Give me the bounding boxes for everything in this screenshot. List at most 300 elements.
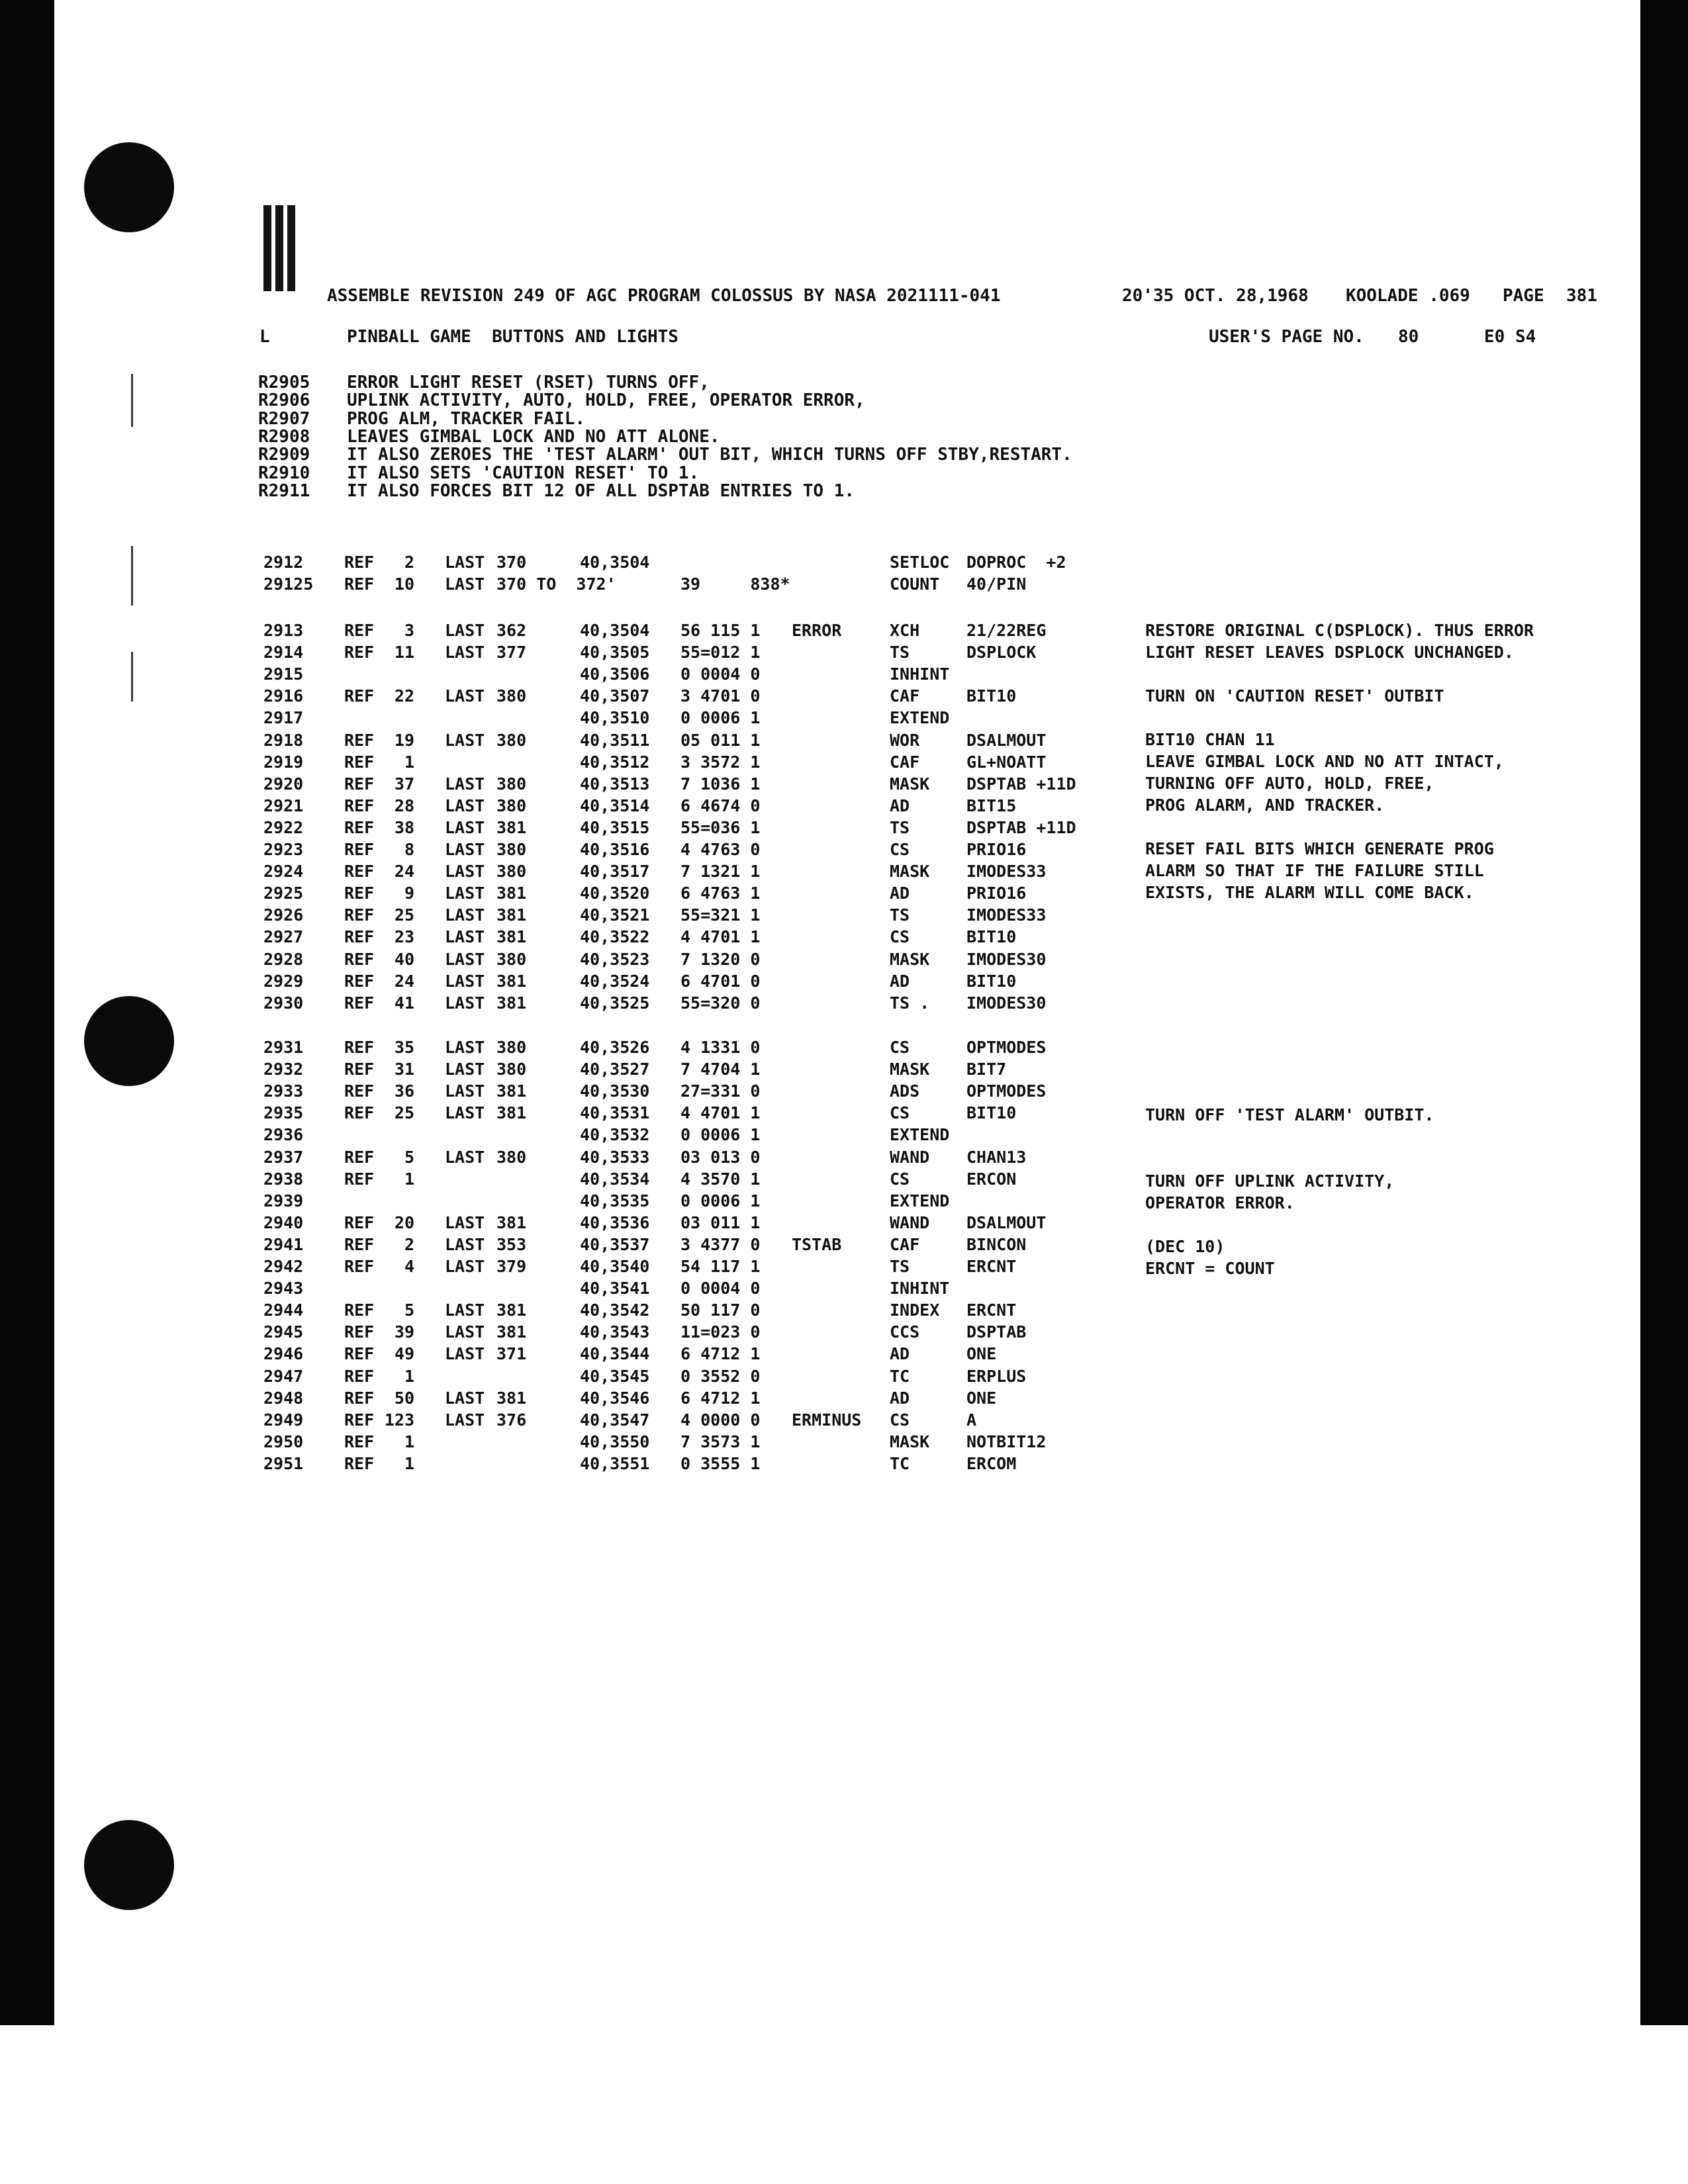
opcode: CAF	[890, 1234, 920, 1254]
comment: RESTORE ORIGINAL C(DSPLOCK). THUS ERROR	[1145, 621, 1534, 640]
ref-keyword: REF	[344, 949, 375, 969]
last-keyword: LAST	[445, 1257, 485, 1276]
last-value: 380	[496, 1060, 527, 1079]
address: 40,3527	[580, 1060, 650, 1079]
octal-code: 7 1320 0	[680, 949, 761, 969]
symbol-label: ERROR	[792, 621, 842, 640]
section-title: PINBALL GAME BUTTONS AND LIGHTS	[347, 327, 679, 347]
ref-count: 2	[404, 1234, 414, 1254]
ref-keyword: REF	[344, 796, 375, 815]
last-value: 353	[496, 1234, 527, 1254]
line-number: 2943	[263, 1279, 304, 1298]
section-code: E0 S4	[1484, 327, 1536, 347]
ref-count: 5	[404, 1300, 414, 1320]
address: 40,3546	[580, 1388, 650, 1408]
operand: BIT10	[966, 686, 1017, 706]
address: 40,3536	[580, 1212, 650, 1232]
comment: TURN OFF 'TEST ALARM' OUTBIT.	[1145, 1105, 1434, 1124]
octal-code: 55=321 1	[680, 905, 761, 925]
address: 40,3512	[580, 752, 650, 772]
ref-keyword: REF	[344, 1103, 375, 1123]
ref-count: 20	[394, 1212, 414, 1232]
octal-code: 0 0004 0	[680, 1279, 761, 1298]
last-value: 380	[496, 862, 527, 882]
line-number: 2931	[263, 1038, 304, 1057]
operand: DSPTAB	[966, 1322, 1027, 1342]
line-number: 2936	[263, 1125, 304, 1145]
ref-count: 9	[404, 884, 414, 903]
last-keyword: LAST	[445, 643, 485, 662]
koolade-version: KOOLADE .069	[1346, 286, 1470, 306]
line-number: 2927	[263, 927, 304, 947]
address: 40,3520	[580, 884, 650, 903]
last-keyword: LAST	[445, 949, 485, 969]
comment: LIGHT RESET LEAVES DSPLOCK UNCHANGED.	[1145, 643, 1514, 662]
line-number: 2940	[263, 1212, 304, 1232]
line-number: 2942	[263, 1257, 304, 1276]
ref-keyword: REF	[344, 1147, 375, 1167]
last-keyword: LAST	[445, 862, 485, 882]
ref-keyword: REF	[344, 621, 375, 640]
address: 40,3522	[580, 927, 650, 947]
octal-code: 6 4712 1	[680, 1388, 761, 1408]
octal-code: 0 0004 0	[680, 664, 761, 684]
last-keyword: LAST	[445, 884, 485, 903]
octal-code: 4 4701 1	[680, 1103, 761, 1123]
last-keyword: LAST	[445, 796, 485, 815]
octal-code: 55=012 1	[680, 643, 761, 662]
line-number: 2946	[263, 1344, 304, 1364]
octal-code: 6 4701 0	[680, 971, 761, 991]
address: 40,3530	[580, 1081, 650, 1101]
ref-count: 11	[394, 643, 414, 662]
line-number: 29125	[263, 574, 314, 594]
operand: BIT7	[966, 1060, 1007, 1079]
octal-code: 3 4377 0	[680, 1234, 761, 1254]
remark-line-id: R2905	[258, 373, 310, 392]
opcode: AD	[890, 796, 910, 815]
ref-keyword: REF	[344, 927, 375, 947]
opcode: TC	[890, 1366, 910, 1386]
page-label: PAGE	[1503, 286, 1544, 306]
opcode: MASK	[890, 949, 930, 969]
margin-mark	[131, 652, 133, 702]
last-value: 380	[496, 1038, 527, 1057]
remark-text: IT ALSO ZEROES THE 'TEST ALARM' OUT BIT, WHICH TURNS OFF STBY,RESTART.	[347, 445, 1072, 465]
last-keyword: LAST	[445, 574, 485, 594]
operand: A	[966, 1410, 977, 1430]
line-number: 2916	[263, 686, 304, 706]
line-number: 2920	[263, 774, 304, 794]
octal-code: 0 0006 1	[680, 708, 761, 728]
octal-code: 4 3570 1	[680, 1169, 761, 1189]
address: 40,3510	[580, 708, 650, 728]
last-value: 370	[496, 553, 527, 572]
last-value: 381	[496, 1081, 527, 1101]
ref-count: 39	[394, 1322, 414, 1342]
line-number: 2945	[263, 1322, 304, 1342]
octal-code: 7 1036 1	[680, 774, 761, 794]
ref-count: 25	[394, 905, 414, 925]
ref-count: 25	[394, 1103, 414, 1123]
opcode: INHINT	[890, 1279, 950, 1298]
line-number: 2930	[263, 993, 304, 1013]
ref-keyword: REF	[344, 1388, 375, 1408]
ref-count: 1	[404, 1169, 414, 1189]
comment: PROG ALARM, AND TRACKER.	[1145, 796, 1385, 815]
ref-count: 35	[394, 1038, 414, 1057]
ref-count: 31	[394, 1060, 414, 1079]
opcode: AD	[890, 1344, 910, 1364]
octal-code: 0 3555 1	[680, 1453, 761, 1473]
line-number: 2918	[263, 730, 304, 750]
octal-code: 4 4763 0	[680, 840, 761, 859]
octal-code: 7 3573 1	[680, 1432, 761, 1451]
octal-code: 0 0006 1	[680, 1191, 761, 1210]
opcode: TC	[890, 1453, 910, 1473]
last-keyword: LAST	[445, 1300, 485, 1320]
opcode: EXTEND	[890, 708, 950, 728]
line-number: 2932	[263, 1060, 304, 1079]
remark-line-id: R2909	[258, 445, 310, 465]
opcode: CCS	[890, 1322, 920, 1342]
operand: BIT10	[966, 1103, 1017, 1123]
opcode: INHINT	[890, 664, 950, 684]
address: 40,3541	[580, 1279, 650, 1298]
octal-code: 7 1321 1	[680, 862, 761, 882]
opcode: WOR	[890, 730, 920, 750]
operand: BIT10	[966, 927, 1017, 947]
ref-keyword: REF	[344, 1453, 375, 1473]
users-page-number: 80	[1398, 327, 1419, 347]
ref-keyword: REF	[344, 643, 375, 662]
opcode: CAF	[890, 686, 920, 706]
ref-keyword: REF	[344, 774, 375, 794]
remark-line-id: R2907	[258, 408, 310, 429]
address: 40,3551	[580, 1453, 650, 1473]
last-keyword: LAST	[445, 730, 485, 750]
line-number: 2941	[263, 1234, 304, 1254]
ref-keyword: REF	[344, 1257, 375, 1276]
address: 40,3524	[580, 971, 650, 991]
line-number: 2949	[263, 1410, 304, 1430]
opcode: AD	[890, 884, 910, 903]
octal-code: 03 013 0	[680, 1147, 761, 1167]
address: 40,3504	[580, 553, 650, 572]
opcode: MASK	[890, 1060, 930, 1079]
last-value: 380	[496, 1147, 527, 1167]
ref-count: 2	[404, 553, 414, 572]
last-value: 376	[496, 1410, 527, 1430]
opcode: COUNT	[890, 574, 940, 594]
assembly-timestamp: 20'35 OCT. 28,1968	[1122, 286, 1309, 306]
ref-count: 4	[404, 1257, 414, 1276]
remark-line-id: R2910	[258, 463, 310, 483]
last-value: 380	[496, 840, 527, 859]
remark-text: PROG ALM, TRACKER FAIL.	[347, 408, 586, 429]
opcode: TS	[890, 1257, 910, 1276]
operand: BINCON	[966, 1234, 1027, 1254]
octal-code: 0 0006 1	[680, 1125, 761, 1145]
ref-count: 49	[394, 1344, 414, 1364]
line-number: 2924	[263, 862, 304, 882]
remark-text: IT ALSO FORCES BIT 12 OF ALL DSPTAB ENTRIES TO 1.	[347, 480, 855, 501]
last-value: 381	[496, 1103, 527, 1123]
address: 40,3506	[580, 664, 650, 684]
ref-keyword: REF	[344, 1212, 375, 1232]
ref-keyword: REF	[344, 905, 375, 925]
last-value: 381	[496, 817, 527, 837]
address: 40,3542	[580, 1300, 650, 1320]
line-number: 2919	[263, 752, 304, 772]
ref-count: 10	[394, 574, 414, 594]
operand: DSALMOUT	[966, 730, 1047, 750]
comment: TURN ON 'CAUTION RESET' OUTBIT	[1145, 686, 1444, 705]
address: 40,3545	[580, 1366, 650, 1386]
comment: BIT10 CHAN 11	[1145, 730, 1275, 749]
ref-keyword: REF	[344, 862, 375, 882]
opcode: MASK	[890, 1432, 930, 1451]
operand: ONE	[966, 1388, 997, 1408]
operand: ERCOM	[966, 1453, 1017, 1473]
line-number: 2950	[263, 1432, 304, 1451]
ref-keyword: REF	[344, 686, 375, 706]
last-keyword: LAST	[445, 1103, 485, 1123]
operand: PRIO16	[966, 840, 1027, 859]
line-number: 2912	[263, 553, 304, 572]
octal-code: 56 115 1	[680, 621, 761, 640]
scan-edge-right	[1640, 0, 1688, 2025]
operand: IMODES33	[966, 905, 1047, 925]
opcode: TS .	[890, 993, 930, 1013]
operand: DSPTAB +11D	[966, 817, 1076, 837]
ref-keyword: REF	[344, 1234, 375, 1254]
last-value: 381	[496, 1322, 527, 1342]
ref-keyword: REF	[344, 553, 375, 572]
last-value: 380	[496, 686, 527, 706]
line-number: 2948	[263, 1388, 304, 1408]
line-number: 2951	[263, 1453, 304, 1473]
line-number: 2929	[263, 971, 304, 991]
last-keyword: LAST	[445, 927, 485, 947]
remark-line-id: R2906	[258, 390, 310, 411]
assembly-title: ASSEMBLE REVISION 249 OF AGC PROGRAM COLOSSUS BY NASA 2021111-041	[327, 286, 1001, 306]
last-value: 380	[496, 730, 527, 750]
ref-keyword: REF	[344, 817, 375, 837]
operand: IMODES33	[966, 862, 1047, 882]
ref-count: 3	[404, 621, 414, 640]
comment: ERCNT = COUNT	[1145, 1259, 1275, 1278]
opcode: EXTEND	[890, 1125, 950, 1145]
octal-code: 4 1331 0	[680, 1038, 761, 1057]
opcode: CS	[890, 840, 910, 859]
ref-keyword: REF	[344, 840, 375, 859]
opcode: CS	[890, 1410, 910, 1430]
opcode: CAF	[890, 752, 920, 772]
operand: DOPROC +2	[966, 553, 1066, 572]
last-keyword: LAST	[445, 686, 485, 706]
address: 40,3514	[580, 796, 650, 815]
ref-count: 41	[394, 993, 414, 1013]
ref-keyword: REF	[344, 1300, 375, 1320]
line-number: 2922	[263, 817, 304, 837]
margin-mark	[131, 546, 133, 606]
octal-code: 6 4763 1	[680, 884, 761, 903]
comment: OPERATOR ERROR.	[1145, 1193, 1295, 1212]
line-number: 2938	[263, 1169, 304, 1189]
line-number: 2937	[263, 1147, 304, 1167]
opcode: TS	[890, 643, 910, 662]
operand: DSPTAB +11D	[966, 774, 1076, 794]
operand: PRIO16	[966, 884, 1027, 903]
operand: IMODES30	[966, 993, 1047, 1013]
address: 40,3526	[580, 1038, 650, 1057]
octal-code: 27=331 0	[680, 1081, 761, 1101]
line-number: 2915	[263, 664, 304, 684]
ref-keyword: REF	[344, 884, 375, 903]
opcode: CS	[890, 1038, 910, 1057]
ref-count: 1	[404, 1453, 414, 1473]
comment: TURN OFF UPLINK ACTIVITY,	[1145, 1171, 1395, 1191]
last-keyword: LAST	[445, 621, 485, 640]
last-keyword: LAST	[445, 905, 485, 925]
comment: LEAVE GIMBAL LOCK AND NO ATT INTACT,	[1145, 752, 1504, 771]
last-value: 381	[496, 927, 527, 947]
opcode: WAND	[890, 1147, 930, 1167]
last-keyword: LAST	[445, 840, 485, 859]
opcode: TS	[890, 905, 910, 925]
users-page-label: USER'S PAGE NO.	[1209, 327, 1364, 347]
punch-hole-top	[84, 142, 174, 232]
line-number: 2935	[263, 1103, 304, 1123]
ref-count: 28	[394, 796, 414, 815]
ref-count: 40	[394, 949, 414, 969]
address: 40,3543	[580, 1322, 650, 1342]
line-number: 2914	[263, 643, 304, 662]
octal-code: 55=036 1	[680, 817, 761, 837]
address: 40,3505	[580, 643, 650, 662]
ref-keyword: REF	[344, 1060, 375, 1079]
operand: 40/PIN	[966, 574, 1027, 594]
operand: IMODES30	[966, 949, 1047, 969]
octal-code: 6 4674 0	[680, 796, 761, 815]
last-keyword: LAST	[445, 774, 485, 794]
address: 40,3513	[580, 774, 650, 794]
ref-keyword: REF	[344, 971, 375, 991]
octal-code: 3 4701 0	[680, 686, 761, 706]
ref-keyword: REF	[344, 1169, 375, 1189]
line-number: 2944	[263, 1300, 304, 1320]
ref-keyword: REF	[344, 993, 375, 1013]
last-keyword: LAST	[445, 1344, 485, 1364]
last-keyword: LAST	[445, 553, 485, 572]
ref-count: 23	[394, 927, 414, 947]
ref-keyword: REF	[344, 1344, 375, 1364]
last-value: 381	[496, 905, 527, 925]
operand: ERCNT	[966, 1257, 1017, 1276]
margin-mark	[131, 374, 133, 427]
last-value: 380	[496, 949, 527, 969]
ref-keyword: REF	[344, 730, 375, 750]
last-keyword: LAST	[445, 1147, 485, 1167]
line-number: 2928	[263, 949, 304, 969]
address: 40,3517	[580, 862, 650, 882]
last-value: 380	[496, 774, 527, 794]
remark-text: ERROR LIGHT RESET (RSET) TURNS OFF,	[347, 373, 710, 392]
last-keyword: LAST	[445, 993, 485, 1013]
symbol-label: ERMINUS	[792, 1410, 862, 1430]
address: 40,3507	[580, 686, 650, 706]
last-value: 380	[496, 796, 527, 815]
opcode: AD	[890, 971, 910, 991]
line-number: 2947	[263, 1366, 304, 1386]
address: 40,3511	[580, 730, 650, 750]
address: 40,3537	[580, 1234, 650, 1254]
last-keyword: LAST	[445, 1234, 485, 1254]
last-keyword: LAST	[445, 1060, 485, 1079]
octal-code: 54 117 1	[680, 1257, 761, 1276]
ref-count: 38	[394, 817, 414, 837]
line-number: 2926	[263, 905, 304, 925]
octal-code: 6 4712 1	[680, 1344, 761, 1364]
ref-count: 22	[394, 686, 414, 706]
remark-text: UPLINK ACTIVITY, AUTO, HOLD, FREE, OPERATOR ERROR,	[347, 390, 865, 411]
last-keyword: LAST	[445, 1388, 485, 1408]
remark-line-id: R2911	[258, 480, 310, 501]
opcode: SETLOC	[890, 553, 950, 572]
address: 40,3521	[580, 905, 650, 925]
octal-code: 55=320 0	[680, 993, 761, 1013]
octal-code: 7 4704 1	[680, 1060, 761, 1079]
last-keyword: LAST	[445, 971, 485, 991]
ref-count: 24	[394, 971, 414, 991]
octal-code: 0 3552 0	[680, 1366, 761, 1386]
opcode: MASK	[890, 862, 930, 882]
octal-code: 05 011 1	[680, 730, 761, 750]
operand: OPTMODES	[966, 1038, 1047, 1057]
last-keyword: LAST	[445, 1081, 485, 1101]
octal-code: 50 117 0	[680, 1300, 761, 1320]
octal-code: 03 011 1	[680, 1212, 761, 1232]
address: 40,3540	[580, 1257, 650, 1276]
opcode: CS	[890, 927, 910, 947]
address: 40,3523	[580, 949, 650, 969]
ref-keyword: REF	[344, 1038, 375, 1057]
operand: DSALMOUT	[966, 1212, 1047, 1232]
last-keyword: LAST	[445, 1212, 485, 1232]
address: 40,3535	[580, 1191, 650, 1210]
line-number: 2923	[263, 840, 304, 859]
punch-hole-bottom	[84, 1820, 174, 1910]
opcode: INDEX	[890, 1300, 940, 1320]
ref-count: 8	[404, 840, 414, 859]
operand: 21/22REG	[966, 621, 1047, 640]
address: 40,3504	[580, 621, 650, 640]
opcode: TS	[890, 817, 910, 837]
last-value: 381	[496, 1388, 527, 1408]
ref-keyword: REF	[344, 1410, 375, 1430]
ref-count: 1	[404, 1366, 414, 1386]
address: 40,3544	[580, 1344, 650, 1364]
printer-stamp-icon	[263, 205, 306, 298]
ref-count: 50	[394, 1388, 414, 1408]
symbol-label: TSTAB	[792, 1234, 842, 1254]
ref-count: 123	[384, 1410, 414, 1430]
address: 40,3515	[580, 817, 650, 837]
ref-count: 24	[394, 862, 414, 882]
line-number: 2939	[263, 1191, 304, 1210]
ref-count: 1	[404, 1432, 414, 1451]
